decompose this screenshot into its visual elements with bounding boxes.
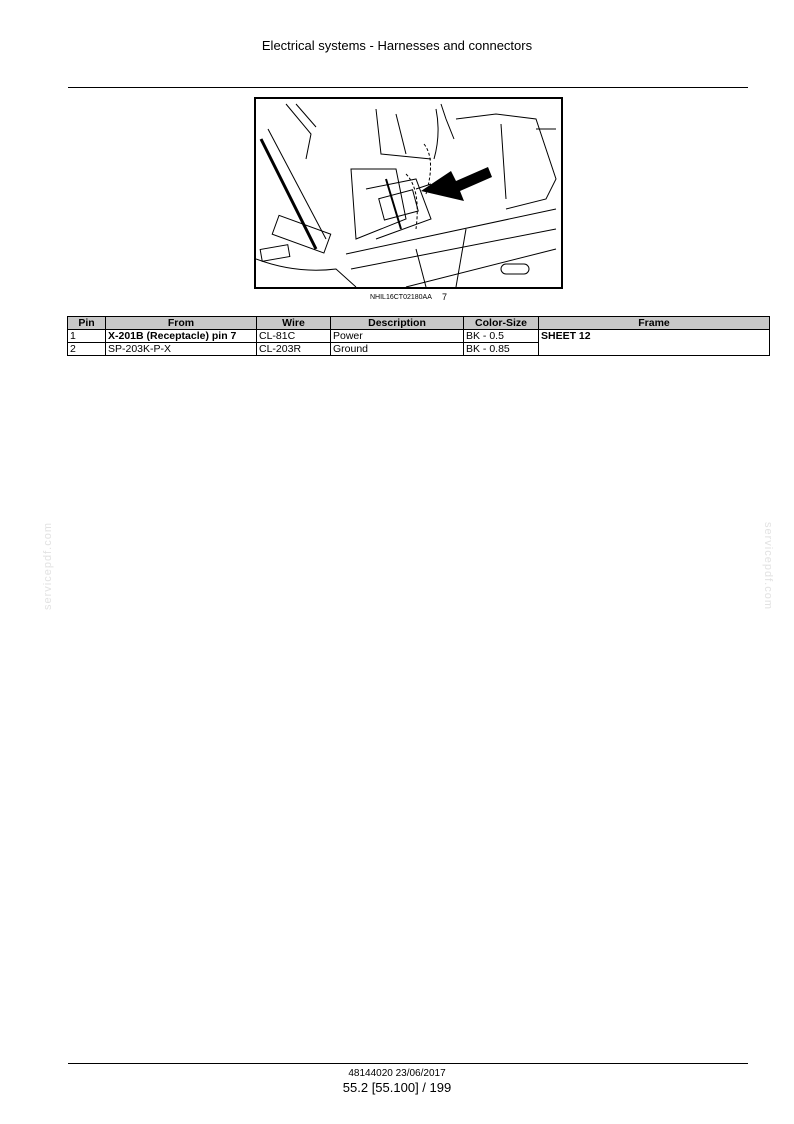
cell-wire: CL-203R — [257, 343, 331, 356]
cell-wire: CL-81C — [257, 330, 331, 343]
col-pin: Pin — [68, 317, 106, 330]
footer-rule — [68, 1063, 748, 1064]
cell-description: Power — [331, 330, 464, 343]
page-title: Electrical systems - Harnesses and connectors — [261, 38, 533, 53]
cell-pin: 1 — [68, 330, 106, 343]
cell-color-size: BK - 0.5 — [464, 330, 539, 343]
header-rule — [68, 87, 748, 88]
cell-frame: SHEET 12 — [539, 330, 770, 356]
col-color-size: Color-Size — [464, 317, 539, 330]
footer-doc-ref: 48144020 23/06/2017 — [348, 1068, 446, 1079]
figure-caption: NHIL16CT02180AA — [370, 294, 432, 301]
cell-description: Ground — [331, 343, 464, 356]
cell-color-size: BK - 0.85 — [464, 343, 539, 356]
cell-from: X-201B (Receptacle) pin 7 — [106, 330, 257, 343]
watermark-left: servicepdf.com — [41, 522, 54, 610]
col-from: From — [106, 317, 257, 330]
watermark-right: servicepdf.com — [761, 522, 774, 610]
connector-table — [67, 316, 770, 356]
footer-page-number: 55.2 [55.100] / 199 — [342, 1080, 452, 1095]
connector-illustration — [256, 99, 561, 287]
col-frame: Frame — [539, 317, 770, 330]
table-header-row — [68, 317, 770, 330]
cell-from: SP-203K-P-X — [106, 343, 257, 356]
col-wire: Wire — [257, 317, 331, 330]
connector-figure — [254, 97, 563, 289]
col-description: Description — [331, 317, 464, 330]
cell-pin: 2 — [68, 343, 106, 356]
table-row — [68, 330, 770, 343]
figure-number: 7 — [442, 292, 448, 302]
